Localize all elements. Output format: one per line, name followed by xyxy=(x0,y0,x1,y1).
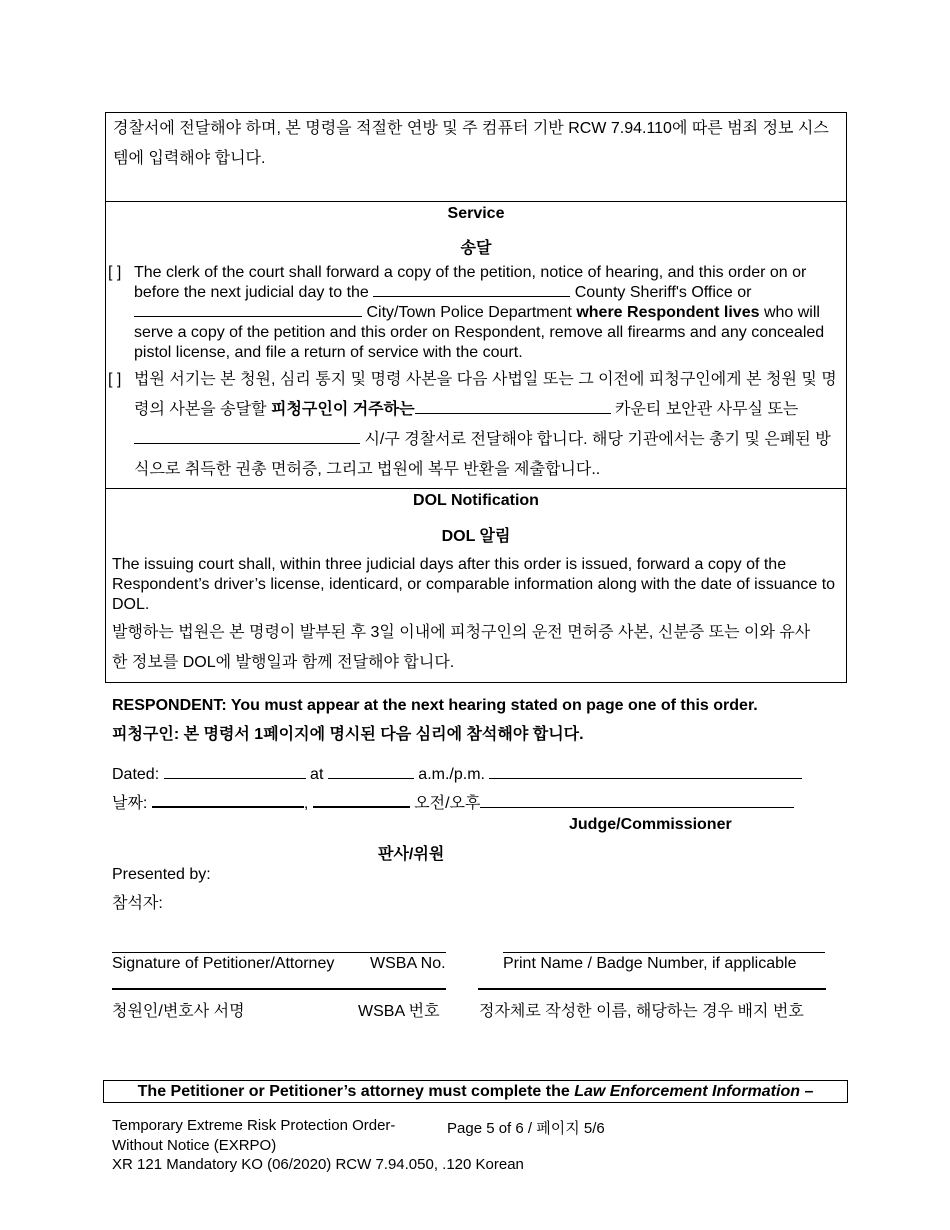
print-name-line[interactable] xyxy=(503,952,825,953)
comma-label: , xyxy=(303,795,309,812)
dated-label-ko: 날짜: xyxy=(112,795,148,812)
service-ko-part1: 법원 서기는 본 청원, 심리 통지 및 명령 사본을 다음 사법일 또는 그 이전에 피청구인에게 본 청원 및 명령의 사본을 송달할 xyxy=(134,371,837,418)
top-box-text: 경찰서에 전달해야 하며, 본 명령을 적절한 연방 및 주 컴퓨터 기반 RCW 7.94.110에 따른 범죄 정보 시스템에 입력해야 합니다. xyxy=(113,120,829,167)
service-en-bold: where Respondent lives xyxy=(576,304,760,321)
city-blank[interactable] xyxy=(134,316,362,317)
wsba-label-ko: WSBA 번호 xyxy=(358,1003,440,1020)
service-ko-part3: 시/구 경찰서로 전달해야 합니다. 해당 기관에서는 총기 및 은폐된 방식으로 취득한 권총 면허증, 그리고 법원에 복무 반환을 제출합니다.. xyxy=(134,431,831,478)
date-blank[interactable] xyxy=(164,778,306,779)
print-name-label-ko: 정자체로 작성한 이름, 해당하는 경우 배지 번호 xyxy=(479,1003,804,1020)
dol-paragraph-ko: 발행하는 법원은 본 명령이 발부된 후 3일 이내에 피청구인의 운전 면허증 사본, 신분증 또는 이와 유사한 정보를 DOL에 발행일과 함께 전달해야 합니다. xyxy=(112,624,811,671)
service-heading: Service xyxy=(447,205,505,222)
table-divider xyxy=(105,488,847,489)
dol-paragraph-en: The issuing court shall, within three judicial days after this order is issued, forward a copy of the Respondent’s driver’s license, identicard, or comparable information along with the date of issuance to DOL. xyxy=(112,556,836,613)
service-paragraph-ko xyxy=(134,365,837,485)
respondent-notice-en: RESPONDENT: You must appear at the next hearing stated on page one of this order. xyxy=(112,697,758,714)
petitioner-signature-line[interactable] xyxy=(112,952,446,953)
footer-form-id: XR 121 Mandatory KO (06/2020) RCW 7.94.050, .120 Korean xyxy=(112,1156,524,1173)
law-enforcement-notice xyxy=(103,1080,848,1103)
print-name-line-ko[interactable] xyxy=(478,988,826,990)
date-blank-ko[interactable] xyxy=(152,806,304,808)
judge-signature-blank[interactable] xyxy=(489,778,802,779)
county-blank-ko[interactable] xyxy=(415,413,611,414)
service-checkbox-en[interactable]: [ ] xyxy=(108,264,122,281)
city-blank-ko[interactable] xyxy=(134,443,360,444)
wsba-label-en: WSBA No. xyxy=(370,955,446,972)
footer-page-number: Page 5 of 6 / 페이지 5/6 xyxy=(447,1120,605,1137)
presented-by-ko: 참석자: xyxy=(112,895,163,912)
print-name-label-en: Print Name / Badge Number, if applicable xyxy=(503,955,797,972)
notice-text-b: – xyxy=(804,1083,814,1100)
at-label: at xyxy=(310,766,324,783)
service-ko-bold: 피청구인이 거주하는 xyxy=(271,401,415,418)
judge-signature-blank-ko[interactable] xyxy=(480,807,794,808)
footer-form-title-1: Temporary Extreme Risk Protection Order- xyxy=(112,1117,396,1134)
time-blank[interactable] xyxy=(328,778,414,779)
service-en-part3: City/Town Police Department xyxy=(366,304,572,321)
petitioner-signature-line-ko[interactable] xyxy=(112,988,446,990)
notice-text-a: The Petitioner or Petitioner’s attorney must complete the xyxy=(137,1083,570,1100)
footer-form-title-2: Without Notice (EXRPO) xyxy=(112,1137,277,1154)
dated-line-ko xyxy=(112,790,794,813)
dol-heading-ko: DOL 알림 xyxy=(441,528,511,545)
time-blank-ko[interactable] xyxy=(313,806,410,808)
judge-title-en: Judge/Commissioner xyxy=(569,816,732,833)
judge-title-ko: 판사/위원 xyxy=(378,846,445,863)
dol-heading: DOL Notification xyxy=(413,492,539,509)
service-en-part4: who will serve a copy of the petition and this order on Respondent, remove all firearms and any concealed pistol license, and file a return of service with the court. xyxy=(134,304,825,361)
table-divider xyxy=(105,201,847,202)
ampm-label-ko: 오전/오후 xyxy=(414,795,481,812)
signature-label-ko: 청원인/변호사 서명 xyxy=(112,1003,245,1020)
presented-by-en: Presented by: xyxy=(112,866,211,883)
dated-line-en xyxy=(112,766,802,784)
service-paragraph-en xyxy=(134,263,837,363)
service-checkbox-ko[interactable]: [ ] xyxy=(108,371,122,388)
service-heading-ko: 송달 xyxy=(460,240,492,257)
service-ko-part2: 카운티 보안관 사무실 또는 xyxy=(615,401,799,418)
signature-label-en: Signature of Petitioner/Attorney xyxy=(112,955,335,972)
respondent-notice-ko: 피청구인: 본 명령서 1페이지에 명시된 다음 심리에 참석해야 합니다. xyxy=(112,726,584,743)
dated-label: Dated: xyxy=(112,766,160,783)
ampm-label: a.m./p.m. xyxy=(418,766,485,783)
service-en-part2: County Sheriff's Office or xyxy=(574,284,752,301)
county-blank[interactable] xyxy=(373,296,570,297)
service-en-part1: The clerk of the court shall forward a copy of the petition, notice of hearing, and this order on or before the next judicial day to the xyxy=(134,264,807,301)
notice-text-italic: Law Enforcement Information xyxy=(574,1083,800,1100)
